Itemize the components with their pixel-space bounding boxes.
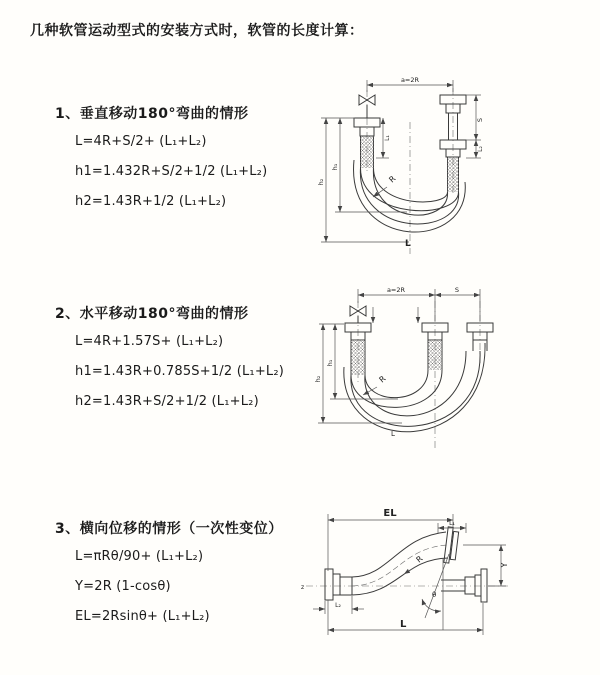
hose-centerline xyxy=(352,545,447,586)
dim-label-l2: L₂ xyxy=(477,146,484,152)
dim-label-s: S xyxy=(476,117,484,123)
formula-line: L=πRθ/90+ (L₁+L₂) xyxy=(75,549,204,564)
valve-icon xyxy=(359,95,375,118)
formula-line: h2=1.43R+1/2 (L₁+L₂) xyxy=(75,194,227,209)
dim-label-l: L xyxy=(405,239,411,249)
section-1-heading: 1、垂直移动180°弯曲的情形 xyxy=(55,106,249,122)
dim-label-y: Y xyxy=(500,562,509,568)
dim-label-a2r: a=2R xyxy=(386,286,406,294)
formula-line: h2=1.43R+S/2+1/2 (L₁+L₂) xyxy=(75,394,259,409)
left-flange xyxy=(325,569,352,600)
formula-line: L=4R+1.57S+ (L₁+L₂) xyxy=(75,334,224,349)
dim-label-l: L xyxy=(400,619,407,630)
formula-line: EL=2Rsinθ+ (L₁+L₂) xyxy=(75,609,210,624)
radius-label: R xyxy=(387,174,398,185)
formula-line: h1=1.43R+0.785S+1/2 (L₁+L₂) xyxy=(75,364,285,379)
dim-label-el: EL xyxy=(383,508,397,519)
dim-label-h1: h₁ xyxy=(326,359,334,367)
radius-label: R xyxy=(377,374,388,385)
section-2-heading: 2、水平移动180°弯曲的情形 xyxy=(55,306,249,322)
formula-line: h1=1.432R+S/2+1/2 (L₁+L₂) xyxy=(75,164,268,179)
hose-braid xyxy=(428,340,442,370)
hose-braid xyxy=(447,157,459,192)
dim-label-h1: h₁ xyxy=(331,163,339,171)
dim-label-h2: h₂ xyxy=(317,178,325,186)
dim-label-a2r: a=2R xyxy=(400,76,420,84)
diagram-horizontal-180-bend xyxy=(310,283,595,463)
formula-line: L=4R+S/2+ (L₁+L₂) xyxy=(75,134,207,149)
right-pipe-flange xyxy=(441,569,487,602)
dim-label-l: L xyxy=(391,430,395,438)
angle-label: θ xyxy=(432,591,437,599)
dim-label-l1: L₁ xyxy=(449,520,455,527)
section-3-heading: 3、横向位移的情形（一次性变位） xyxy=(55,521,283,537)
diagram-vertical-180-bend xyxy=(310,70,590,260)
valve-icon xyxy=(350,306,366,323)
centerlines xyxy=(367,88,453,254)
page-title: 几种软管运动型式的安装方式时，软管的长度计算： xyxy=(30,23,364,39)
hose-s-curve xyxy=(352,532,448,595)
hose-braid xyxy=(351,340,365,375)
radius-label: R xyxy=(414,554,425,565)
dim-label-h2: h₂ xyxy=(314,375,322,383)
axis-mark: z xyxy=(301,584,305,591)
dim-label-l2: L₂ xyxy=(335,602,341,609)
hose-braid xyxy=(360,136,374,168)
dim-label-s: S xyxy=(454,286,460,294)
dim-label-l1: L₁ xyxy=(384,135,391,141)
diagram-lateral-displacement xyxy=(298,497,598,652)
dimension-lines xyxy=(318,289,480,423)
formula-line: Y=2R (1-cosθ) xyxy=(75,579,171,594)
